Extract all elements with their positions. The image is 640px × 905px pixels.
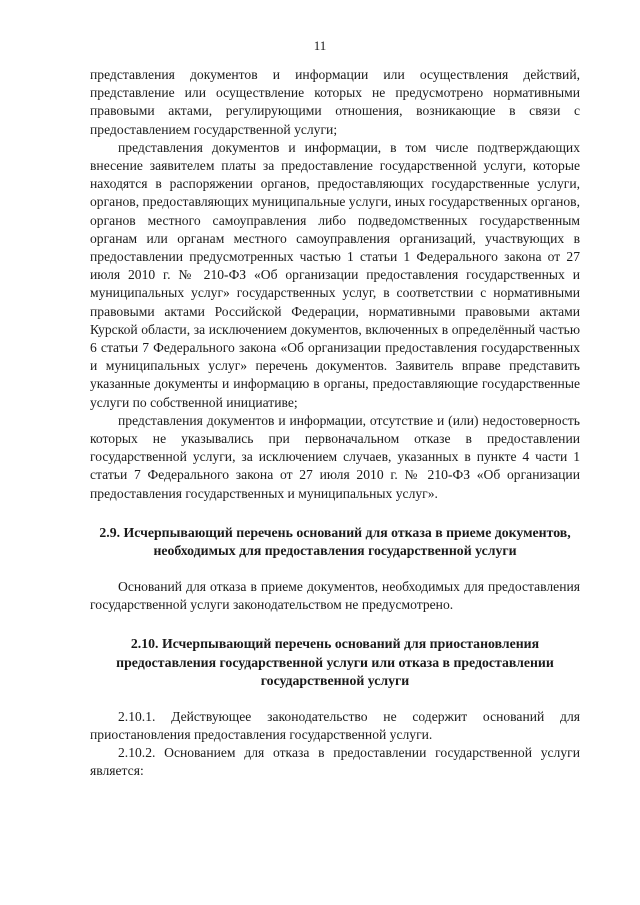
section-2-9-heading: 2.9. Исчерпывающий перечень оснований для отказа в приеме документов, необходимых для предоставления государственной услуги: [99, 524, 571, 559]
section-2-10-2-body: 2.10.2. Основанием для отказа в предоставлении государственной услуги является:: [90, 745, 580, 779]
section-2-10-1-body: 2.10.1. Действующее законодательство не содержит оснований для приостановления предоставления государственной услуги.: [90, 708, 580, 742]
paragraph-documents-not-required: представления документов и информации или осуществления действий, представление или осуществление которых не предусмотрено нормативными правовыми актами, регулирующими отношения, возникающие в связи с предоставлением государственной услуги;: [90, 67, 580, 137]
page-number: 11: [313, 38, 327, 53]
paragraph-documents-in-possession: представления документов и информации, в том числе подтверждающих внесение заявителем платы за предоставление государственной услуги, которые находятся в распоряжении органов, предоставляющих государственные услуги, органов, предоставляющих муниципальные услуги, иных государственных органов, органов местного самоуправления либо подведомственных государственным органам или органам местного самоуправления организаций, участвующих в предоставлении предусмотренных частью 1 статьи 1 Федерального закона от 27 июля 2010 г. № 210-ФЗ «Об организации предоставления государственных и муниципальных услуг» государственных услуг, в соответствии с нормативными правовыми актами Российской Федерации, нормативными правовыми актами Курской области, за исключением документов, включенных в определённый частью 6 статьи 7 Федерального закона «Об организации предоставления государственных и муниципальных услуг» перечень документов. Заявитель вправе представить указанные документы и информацию в органы, предоставляющие государственные услуги по собственной инициативе;: [90, 139, 580, 410]
paragraph-documents-unreliable: представления документов и информации, отсутствие и (или) недостоверность которых не указывались при первоначальном отказе в предоставлении государственной услуги, за исключением случаев, указанных в пункте 4 части 1 статьи 7 Федерального закона от 27 июля 2010 г. № 210-ФЗ «Об организации предоставления государственных и муниципальных услуг».: [90, 412, 580, 501]
section-2-9-body: Оснований для отказа в приеме документов, необходимых для предоставления государственной услуги законодательством не предусмотрено.: [90, 578, 580, 613]
page-content: [90, 66, 580, 781]
section-2-10-heading: 2.10. Исчерпывающий перечень оснований для приостановления предоставления государственной услуги или отказа в предоставлении государственной услуги: [116, 636, 554, 689]
